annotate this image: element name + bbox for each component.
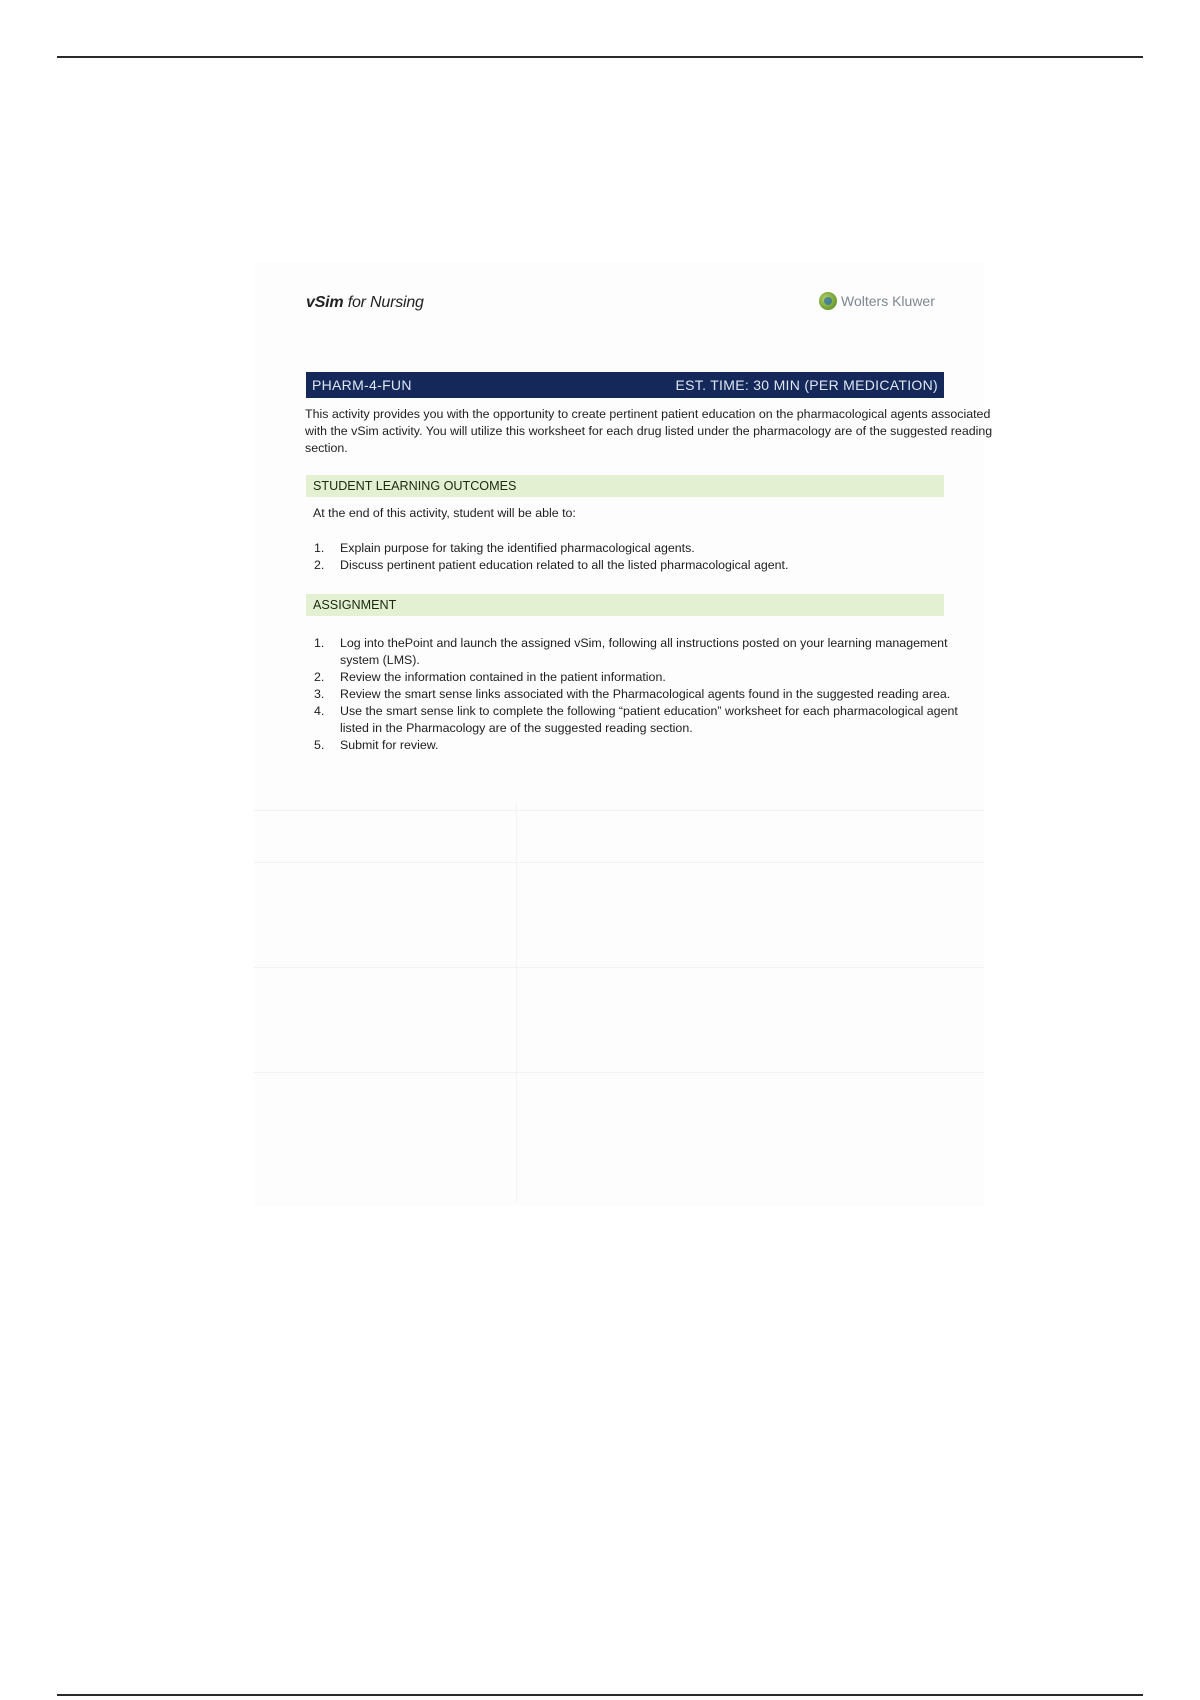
page-top-rule — [57, 56, 1143, 58]
list-text: Use the smart sense link to complete the following “patient education” worksheet for each pharmacological agent listed in the Pharmacology are of the suggested reading section. — [340, 704, 958, 735]
list-number: 2. — [314, 558, 325, 572]
publisher-logo — [819, 292, 935, 310]
faint-table-line — [254, 810, 984, 811]
outcomes-heading: STUDENT LEARNING OUTCOMES — [306, 475, 944, 497]
list-number: 4. — [314, 704, 325, 718]
list-text: Review the smart sense links associated with the Pharmacological agents found in the suggested reading area. — [340, 687, 951, 701]
list-text: Submit for review. — [340, 738, 439, 752]
publisher-name: Wolters Kluwer — [841, 293, 935, 309]
brand-suffix: for Nursing — [343, 294, 424, 311]
activity-title-bar — [306, 372, 944, 398]
list-item — [312, 703, 962, 737]
list-text: Discuss pertinent patient education related to all the listed pharmacological agent. — [340, 558, 789, 572]
intro-paragraph: This activity provides you with the opportunity to create pertinent patient education on the pharmacological agents associated with the vSim activity. You will utilize this worksheet for each drug listed under the pharmacology are of the suggested reading section. — [305, 407, 993, 455]
assignment-list — [312, 635, 962, 754]
estimated-time: EST. TIME: 30 MIN (PER MEDICATION) — [675, 377, 938, 393]
assignment-heading: ASSIGNMENT — [306, 594, 944, 616]
list-item — [312, 686, 962, 703]
list-number: 1. — [314, 636, 325, 650]
list-text: Explain purpose for taking the identified pharmacological agents. — [340, 541, 695, 555]
list-text: Log into thePoint and launch the assigned vSim, following all instructions posted on your learning management system (LMS). — [340, 636, 948, 667]
vsim-brand-logo — [306, 294, 424, 312]
list-number: 5. — [314, 738, 325, 752]
list-number: 2. — [314, 670, 325, 684]
page-bottom-rule — [57, 1694, 1143, 1696]
list-item — [312, 540, 962, 557]
list-item — [312, 737, 962, 754]
list-number: 3. — [314, 687, 325, 701]
faint-table-line — [254, 967, 984, 968]
list-item — [312, 557, 962, 574]
faint-table-divider — [516, 802, 517, 1202]
faint-table-line — [254, 1072, 984, 1073]
activity-title: PHARM-4-FUN — [312, 377, 412, 393]
list-item — [312, 669, 962, 686]
wolters-kluwer-logo-icon — [819, 292, 837, 310]
list-text: Review the information contained in the patient information. — [340, 670, 666, 684]
faint-table-line — [254, 862, 984, 863]
outcomes-lead: At the end of this activity, student will be able to: — [313, 506, 576, 520]
list-number: 1. — [314, 541, 325, 555]
list-item — [312, 635, 962, 669]
brand-prefix: vSim — [306, 294, 344, 311]
outcomes-list — [312, 540, 962, 574]
